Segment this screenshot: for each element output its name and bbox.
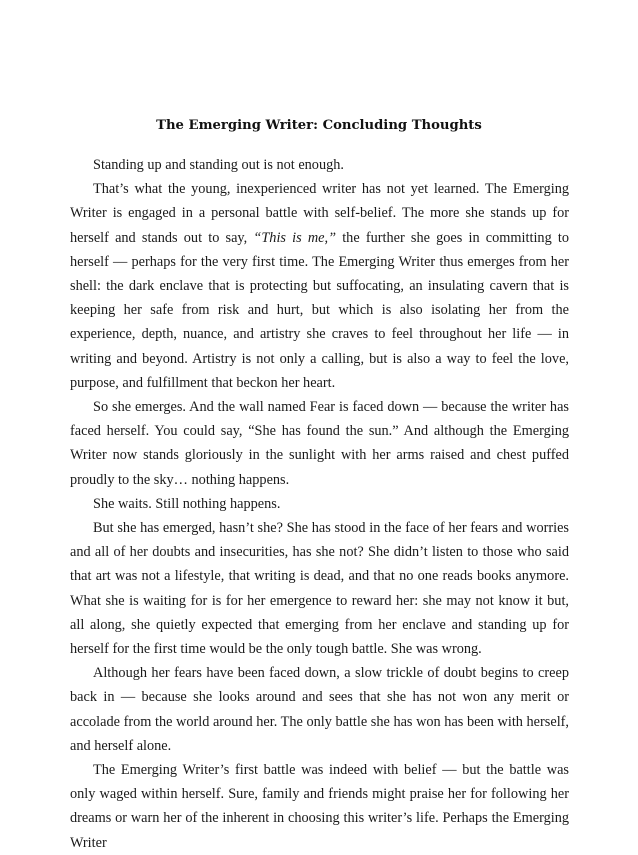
paragraph-3: So she emerges. And the wall named Fear is faced down — because the writer has faced herself. You could say, “She has found the sun.” And although the Emerging Writer now stands gloriously in the sunlight with her arms raised and chest puffed proudly to the sky… nothing happens. (70, 399, 569, 488)
paragraph-2 (70, 177, 569, 395)
paragraph-4: She waits. Still nothing happens. (93, 495, 281, 512)
paragraph-6: Although her fears have been faced down, a slow trickle of doubt begins to creep back in — because she looks around and sees that she has not won any merit or accolade from the world around her. The only battle she has won has been with herself, and herself alone. (70, 665, 569, 754)
paragraph-5: But she has emerged, hasn’t she? She has stood in the face of her fears and worries and all of her doubts and insecurities, has she not? She didn’t listen to those who said that art was not a lifestyle, that writing is dead, and that no one reads books anymore. What she is waiting for is for her emergence to reward her: she may not know it but, all along, she quietly expected that emerging from her enclave and standing up for herself for the first time would be the only tough battle. She was wrong. (70, 520, 569, 658)
paragraph-2-part-2: the further she goes in committing to herself — perhaps for the very first time. The Emerging Writer thus emerges from her shell: the dark enclave that is protecting but suffocating, an insulating cavern that is keeping her safe from risk and hurt, but which is also isolating her from the experience, depth, nuance, and artistry she craves to feel throughout her life — in writing and beyond. Artistry is not only a calling, but is also a way to feel the love, purpose, and fulfillment that beckon her heart. (70, 229, 570, 391)
document-title: The Emerging Writer: Concluding Thoughts (156, 118, 482, 133)
paragraph-7: The Emerging Writer’s first battle was indeed with belief — but the battle was only waged within herself. Sure, family and friends might praise her for following her dreams or warn her of the inherent in choosing this writer’s life. Perhaps the Emerging Writer (70, 762, 569, 851)
paragraph-2-part-1: That’s what the young, inexperienced writer has not yet learned. The Emerging Writer is engaged in a personal battle with self-belief. The more she stands up for herself and stands out to say, (70, 181, 569, 246)
paragraph-1: Standing up and standing out is not enough. (93, 157, 344, 173)
document-body (70, 153, 569, 855)
quoted-emphasis: “This is me,” (253, 229, 337, 246)
